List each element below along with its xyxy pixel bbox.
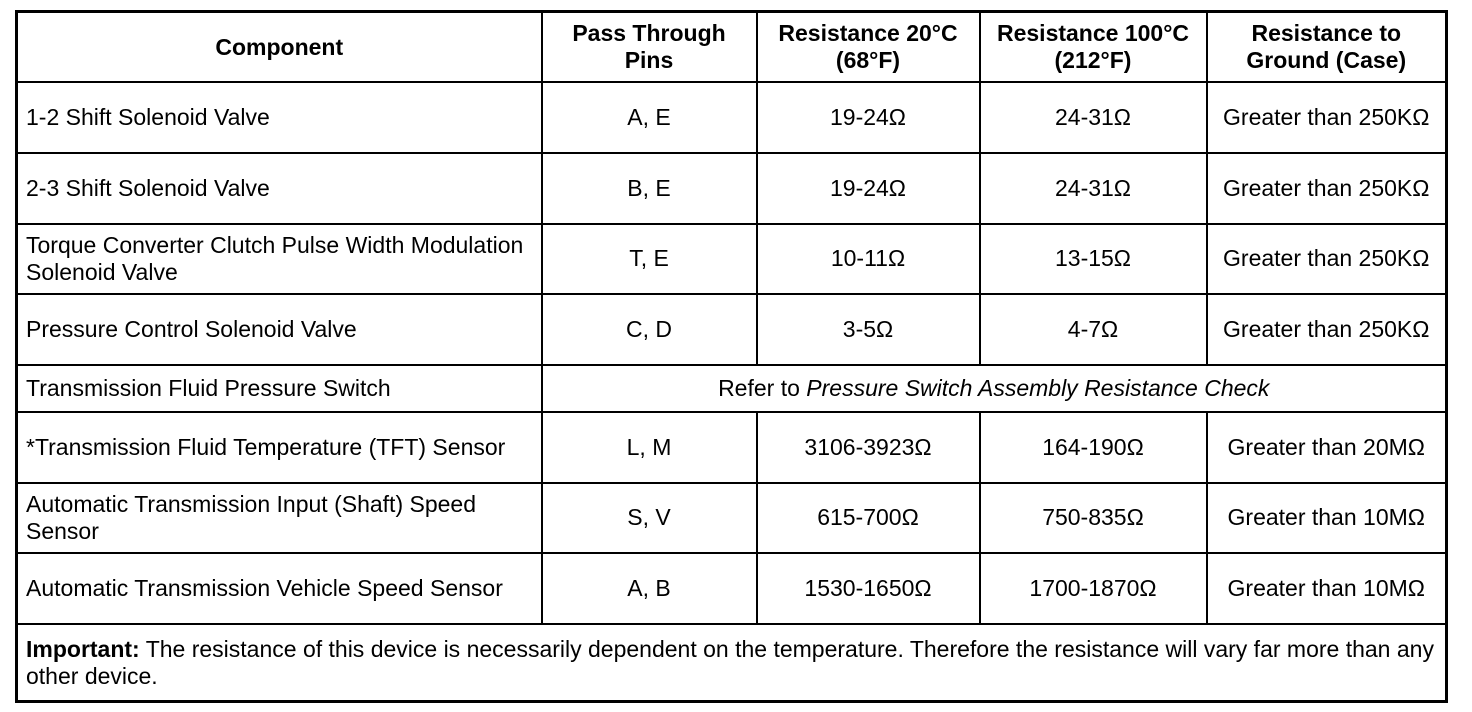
table-row	[17, 483, 1447, 554]
resistance-20c-cell: 3106-3923Ω	[757, 412, 980, 483]
ground-resistance-cell: Greater than 250KΩ	[1207, 294, 1447, 365]
ground-resistance-cell: Greater than 10MΩ	[1207, 553, 1447, 624]
refer-title: Pressure Switch Assembly Resistance Check	[806, 374, 1270, 401]
resistance-100c-cell: 24-31Ω	[980, 82, 1207, 153]
resistance-100c-cell: 750-835Ω	[980, 483, 1207, 554]
pins-cell: B, E	[542, 153, 757, 224]
pins-cell: A, E	[542, 82, 757, 153]
pins-cell: S, V	[542, 483, 757, 554]
component-cell: *Transmission Fluid Temperature (TFT) Sensor	[17, 412, 542, 483]
refer-prefix: Refer to	[718, 374, 800, 401]
important-note	[17, 624, 1447, 701]
ground-resistance-cell: Greater than 10MΩ	[1207, 483, 1447, 554]
table-row	[17, 153, 1447, 224]
resistance-20c-cell: 1530-1650Ω	[757, 553, 980, 624]
important-text: The resistance of this device is necessarily dependent on the temperature. Therefore the resistance will vary far more than any other device.	[26, 635, 1434, 689]
component-cell: 2-3 Shift Solenoid Valve	[17, 153, 542, 224]
resistance-20c-cell: 19-24Ω	[757, 153, 980, 224]
resistance-20c-cell: 19-24Ω	[757, 82, 980, 153]
header-component: Component	[17, 12, 542, 83]
component-cell: 1-2 Shift Solenoid Valve	[17, 82, 542, 153]
table-row	[17, 553, 1447, 624]
header-resistance-20c: Resistance 20°C (68°F)	[757, 12, 980, 83]
pins-cell: T, E	[542, 224, 757, 295]
resistance-100c-cell: 164-190Ω	[980, 412, 1207, 483]
ground-resistance-cell: Greater than 20MΩ	[1207, 412, 1447, 483]
pins-cell: L, M	[542, 412, 757, 483]
table-row-important-note	[17, 624, 1447, 701]
table-row-pressure-switch	[17, 365, 1447, 412]
component-cell: Transmission Fluid Pressure Switch	[17, 365, 542, 412]
resistance-100c-cell: 1700-1870Ω	[980, 553, 1207, 624]
resistance-20c-cell: 615-700Ω	[757, 483, 980, 554]
resistance-spec-sheet	[15, 10, 1445, 703]
table-row	[17, 412, 1447, 483]
table-row	[17, 294, 1447, 365]
component-cell: Automatic Transmission Input (Shaft) Speed Sensor	[17, 483, 542, 554]
table-row	[17, 224, 1447, 295]
resistance-100c-cell: 4-7Ω	[980, 294, 1207, 365]
component-cell: Torque Converter Clutch Pulse Width Modulation Solenoid Valve	[17, 224, 542, 295]
component-cell: Pressure Control Solenoid Valve	[17, 294, 542, 365]
resistance-20c-cell: 10-11Ω	[757, 224, 980, 295]
resistance-100c-cell: 13-15Ω	[980, 224, 1207, 295]
important-label: Important:	[26, 635, 140, 662]
ground-resistance-cell: Greater than 250KΩ	[1207, 224, 1447, 295]
table-header-row	[17, 12, 1447, 83]
table-row	[17, 82, 1447, 153]
header-resistance-to-ground: Resistance to Ground (Case)	[1207, 12, 1447, 83]
refer-to-cell	[542, 365, 1447, 412]
header-pass-through-pins: Pass Through Pins	[542, 12, 757, 83]
pins-cell: C, D	[542, 294, 757, 365]
component-resistance-table	[15, 10, 1448, 703]
resistance-100c-cell: 24-31Ω	[980, 153, 1207, 224]
component-cell: Automatic Transmission Vehicle Speed Sensor	[17, 553, 542, 624]
ground-resistance-cell: Greater than 250KΩ	[1207, 153, 1447, 224]
pins-cell: A, B	[542, 553, 757, 624]
ground-resistance-cell: Greater than 250KΩ	[1207, 82, 1447, 153]
header-resistance-100c: Resistance 100°C (212°F)	[980, 12, 1207, 83]
resistance-20c-cell: 3-5Ω	[757, 294, 980, 365]
